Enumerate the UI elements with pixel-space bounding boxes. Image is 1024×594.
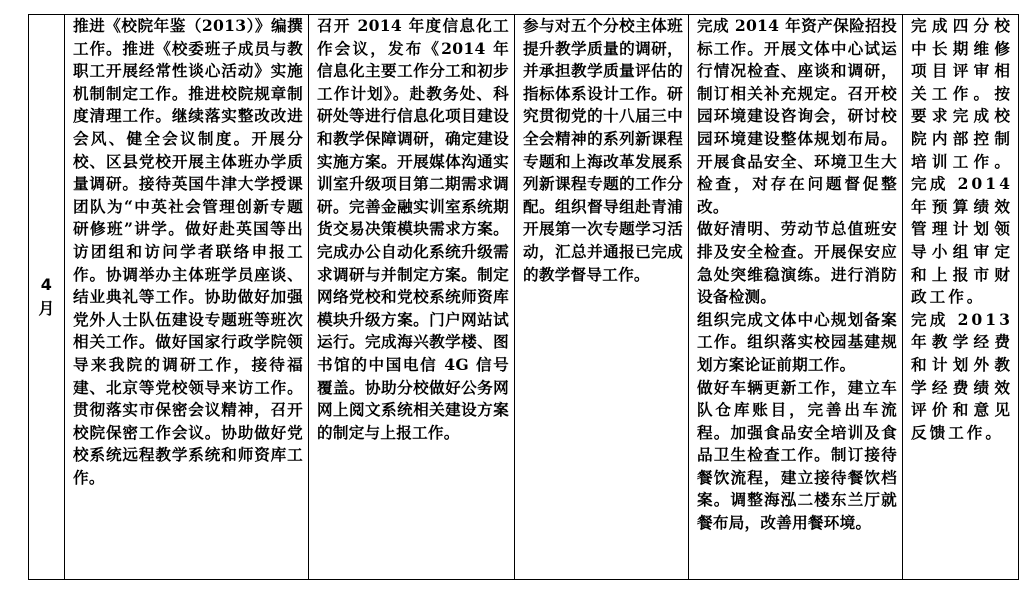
month-label: 4月: [38, 275, 55, 318]
table-row: [29, 15, 1019, 580]
cell-paragraph: 完成四分校中长期维修项目评审相关工作。按要求完成校院内部控制培训工作。完成 2014 年预算绩效管理计划领导小组审定和上报市财政工作。: [911, 16, 1013, 307]
cell-paragraph: 做好车辆更新工作，建立车队仓库账目，完善出车流程。加强食品安全培训及食品卫生检查工作。制订接待餐饮流程，建立接待餐饮档案。调整海泓二楼东兰厅就餐布局，改善用餐环境。: [697, 377, 897, 533]
it-work-cell: [309, 15, 515, 580]
teaching-quality-cell: [515, 15, 689, 580]
cell-paragraph: 完成 2014 年资产保险招投标工作。开展文体中心试运行情况检查、座谈和调研，制订相关补充规定。召开校园环境建设咨询会，研讨校园环境建设整体规划布局。开展食品安全、环境卫生大检查，对存在问题督促整改。: [697, 16, 897, 216]
logistics-work-cell: [689, 15, 903, 580]
month-cell: [29, 15, 65, 580]
cell-paragraph: 推进《校院年鉴（2013）》编撰工作。推进《校委班子成员与教职工开展经常性谈心活动》实施机制制定工作。推进校院规章制度清理工作。继续落实整改改进会风、健全会议制度。开展分校、区县党校开展主体班办学质量调研。接待英国牛津大学授课团队为“中英社会管理创新专题研修班”讲学。做好赴英国等出访团组和访问学者联络申报工作。协调举办主体班学员座谈、结业典礼等工作。协助做好加强党外人士队伍建设专题班等班次相关工作。做好国家行政学院领导来我院的调研工作，接待福建、北京等党校领导来访工作。贯彻落实市保密会议精神，召开校院保密工作会议。协助做好党校系统远程教学系统和师资库工作。: [73, 16, 303, 487]
cell-paragraph: 做好清明、劳动节总值班安排及安全检查。开展保安应急处突维稳演练。进行消防设备检测。: [697, 219, 897, 307]
office-work-cell: [65, 15, 309, 580]
cell-paragraph: 完成 2013 年教学经费和计划外教学经费绩效评价和意见反馈工作。: [911, 309, 1013, 442]
finance-work-cell: [903, 15, 1019, 580]
work-plan-table: [28, 14, 1019, 580]
cell-paragraph: 参与对五个分校主体班提升教学质量的调研，并承担教学质量评估的指标体系设计工作。研究贯彻党的十八届三中全会精神的系列新课程专题和上海改革发展系列新课程专题的工作分配。组织督导组赴青浦开展第一次专题学习活动，汇总并通报已完成的教学督导工作。: [523, 16, 683, 284]
cell-paragraph: 组织完成文体中心规划备案工作。组织落实校园基建规划方案论证前期工作。: [697, 309, 897, 374]
cell-paragraph: 召开 2014 年度信息化工作会议，发布《2014 年信息化主要工作分工和初步工作计划》。赴教务处、科研处等进行信息化项目建设和教学保障调研，确定建设实施方案。开展媒体沟通实训室升级项目第二期需求调研。完善金融实训室系统期货交易决策模块需求方案。完成办公自动化系统升级需求调研与并制定方案。制定网络党校和党校系统师资库模块升级方案。门户网站试运行。完成海兴教学楼、图书馆的中国电信 4G 信号覆盖。协助分校做好公务网网上阅文系统相关建设方案的制定与上报工作。: [317, 16, 509, 442]
